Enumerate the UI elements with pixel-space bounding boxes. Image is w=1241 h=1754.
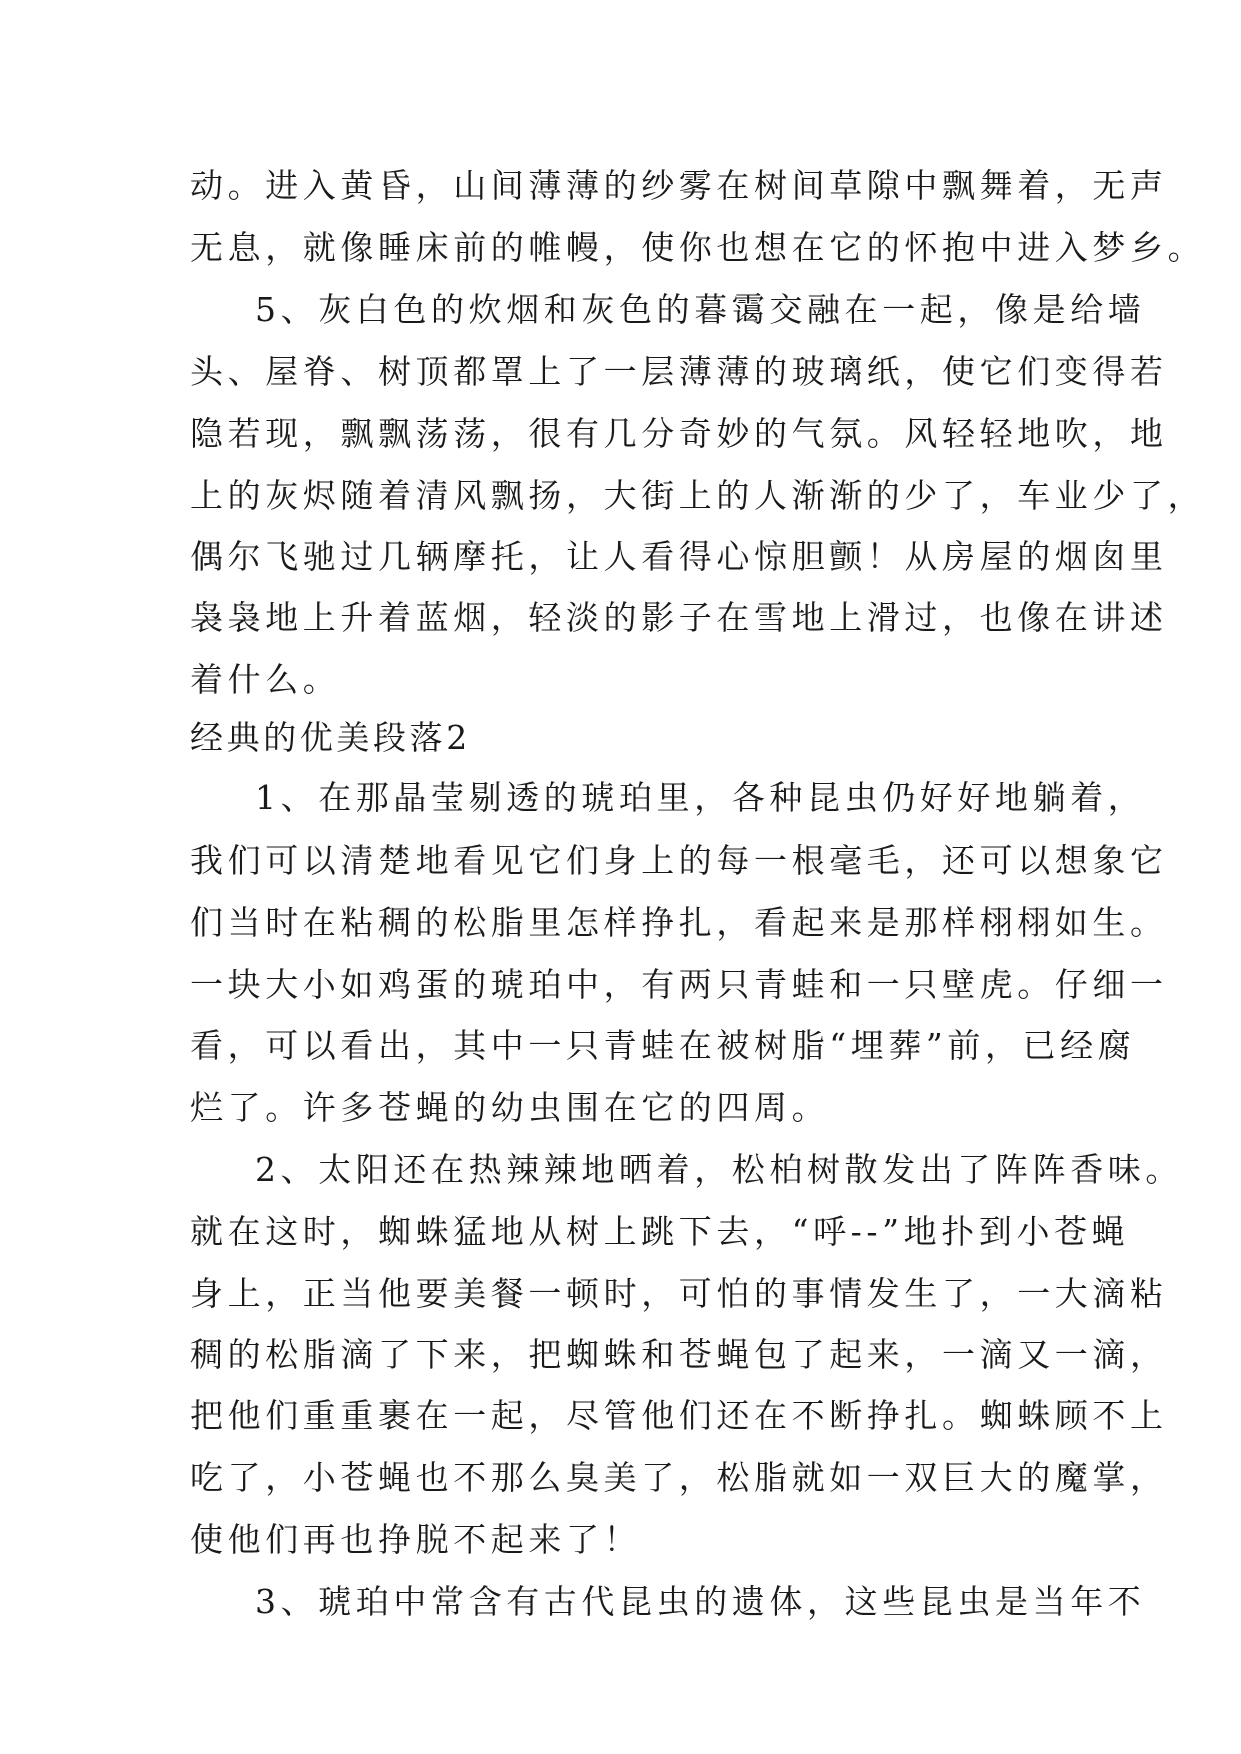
text-line: 我们可以清楚地看见它们身上的每一根毫毛，还可以想象它 <box>190 841 1168 880</box>
section-heading: 经典的优美段落2 <box>190 718 471 757</box>
text-line: 偶尔飞驰过几辆摩托，让人看得心惊胆颤！从房屋的烟囱里 <box>190 537 1168 576</box>
text-line: 隐若现，飘飘荡荡，很有几分奇妙的气氛。风轻轻地吹，地 <box>190 414 1168 453</box>
paragraph-first-line: 3、琥珀中常含有古代昆虫的遗体，这些昆虫是当年不 <box>255 1582 1146 1621</box>
text-line: 身上，正当他要美餐一顿时，可怕的事情发生了，一大滴粘 <box>190 1274 1168 1313</box>
paragraph-first-line: 5、灰白色的炊烟和灰色的暮霭交融在一起，像是给墙 <box>255 290 1146 329</box>
text-line: 把他们重重裹在一起，尽管他们还在不断挣扎。蜘蛛顾不上 <box>190 1396 1168 1435</box>
text-line: 头、屋脊、树顶都罩上了一层薄薄的玻璃纸，使它们变得若 <box>190 352 1168 391</box>
text-line: 一块大小如鸡蛋的琥珀中，有两只青蛙和一只壁虎。仔细一 <box>190 965 1168 1004</box>
text-line: 袅袅地上升着蓝烟，轻淡的影子在雪地上滑过，也像在讲述 <box>190 598 1168 637</box>
text-line: 看，可以看出，其中一只青蛙在被树脂“埋葬”前，已经腐 <box>190 1026 1136 1065</box>
text-line: 稠的松脂滴了下来，把蜘蛛和苍蝇包了起来，一滴又一滴， <box>190 1335 1168 1374</box>
text-line: 动。进入黄昏，山间薄薄的纱雾在树间草隙中飘舞着，无声 <box>190 166 1168 205</box>
paragraph-first-line: 2、太阳还在热辣辣地晒着，松柏树散发出了阵阵香味。 <box>255 1150 1183 1189</box>
text-line: 吃了，小苍蝇也不那么臭美了，松脂就如一双巨大的魔掌， <box>190 1458 1168 1497</box>
paragraph-first-line: 1、在那晶莹剔透的琥珀里，各种昆虫仍好好地躺着， <box>255 778 1146 817</box>
text-line: 使他们再也挣脱不起来了！ <box>190 1520 642 1559</box>
text-line: 着什么。 <box>190 660 341 699</box>
text-line: 无息，就像睡床前的帷幔，使你也想在它的怀抱中进入梦乡。 <box>190 228 1206 267</box>
text-line: 就在这时，蜘蛛猛地从树上跳下去，“呼--”地扑到小苍蝇 <box>190 1212 1130 1251</box>
text-line: 烂了。许多苍蝇的幼虫围在它的四周。 <box>190 1088 830 1127</box>
text-line: 们当时在粘稠的松脂里怎样挣扎，看起来是那样栩栩如生。 <box>190 903 1168 942</box>
text-line: 上的灰烬随着清风飘扬，大街上的人渐渐的少了，车业少了， <box>190 476 1206 515</box>
